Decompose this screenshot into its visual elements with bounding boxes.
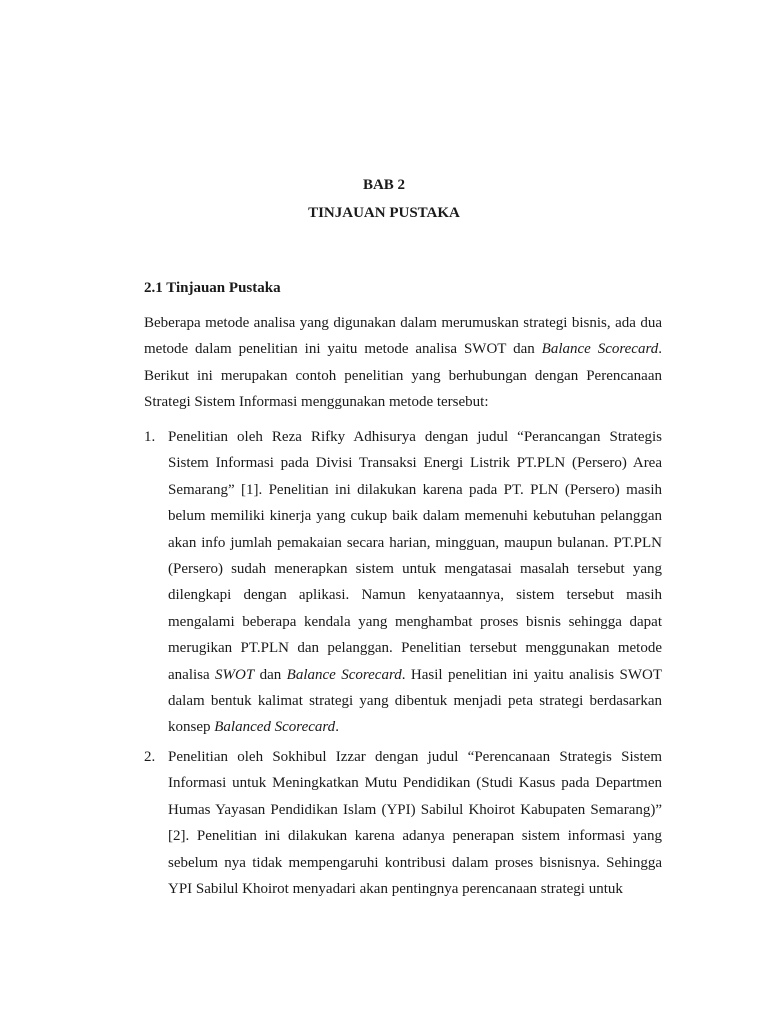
section-heading: 2.1 Tinjauan Pustaka — [144, 280, 281, 296]
list-item — [144, 744, 662, 902]
intro-text-2: . Berikut ini merupakan contoh penelitian yang berhubungan dengan Perencanaan Strategi Sistem Informasi menggunakan metode tersebut: — [144, 341, 662, 410]
list-item — [144, 424, 662, 741]
reference-list-part-1 — [144, 424, 662, 741]
list-item-text: Penelitian oleh Sokhibul Izzar dengan judul “Perencanaan Strategis Sistem Informasi untuk Meningkatkan Mutu Pendidikan (Studi Kasus pada Departmen Humas Yayasan Pendidikan Islam (YPI) Sabilul Khoirot Kabupaten Semarang)” [2]. Penelitian ini dilakukan karena adanya penerapan sistem informasi yang sebelum nya tidak mempengaruhi kontribusi dalam proses bisnisnya. Sehingga YPI Sabilul Khoirot menyadari akan pentingnya perencanaan strategi untuk — [168, 749, 662, 898]
list-item-text-4: . — [335, 719, 339, 736]
list-item-text-1: Penelitian oleh Reza Rifky Adhisurya dengan judul “Perancangan Strategis Sistem Informasi pada Divisi Transaksi Energi Listrik PT.PLN (Persero) Area Semarang” [1]. Penelitian ini dilakukan karena pada PT. PLN (Persero) masih belum memiliki kinerja yang cukup baik dalam memenuhi kebutuhan pelanggan akan info jumlah pemakaian secara harian, mingguan, maupun bulanan. PT.PLN (Persero) sudah menerapkan sistem untuk mengatasai masalah tersebut yang dilengkapi dengan aplikasi. Namun kenyataannya, sistem tersebut masih mengalami beberapa kendala yang menghambat proses bisnis sehingga dapat merugikan PT.PLN dan pelanggan. Penelitian tersebut menggunakan metode analisa — [168, 429, 662, 683]
intro-paragraph — [144, 310, 662, 415]
chapter-title: TINJAUAN PUSTAKA — [308, 205, 460, 221]
list-item-number: 1. — [144, 429, 156, 445]
intro-text-1: Beberapa metode analisa yang digunakan dalam merumuskan strategi bisnis, ada dua metode dalam penelitian ini yaitu metode analisa SWOT dan — [144, 315, 662, 358]
list-item-text-2: dan — [254, 666, 287, 683]
intro-italic-term: Balance Scorecard — [541, 341, 659, 358]
list-item-italic-balanced-scorecard: Balanced Scorecard — [214, 719, 336, 736]
list-item-number: 2. — [144, 749, 156, 765]
list-item-text-3: . Hasil penelitian ini yaitu analisis SWOT dalam bentuk kalimat strategi yang dibentuk menjadi peta strategi berdasarkan konsep — [168, 666, 662, 736]
list-item-italic-swot: SWOT — [215, 666, 255, 683]
list-item-italic-bsc: Balance Scorecard — [286, 666, 402, 683]
reference-list-part-2 — [144, 744, 662, 902]
chapter-number: BAB 2 — [362, 177, 406, 193]
